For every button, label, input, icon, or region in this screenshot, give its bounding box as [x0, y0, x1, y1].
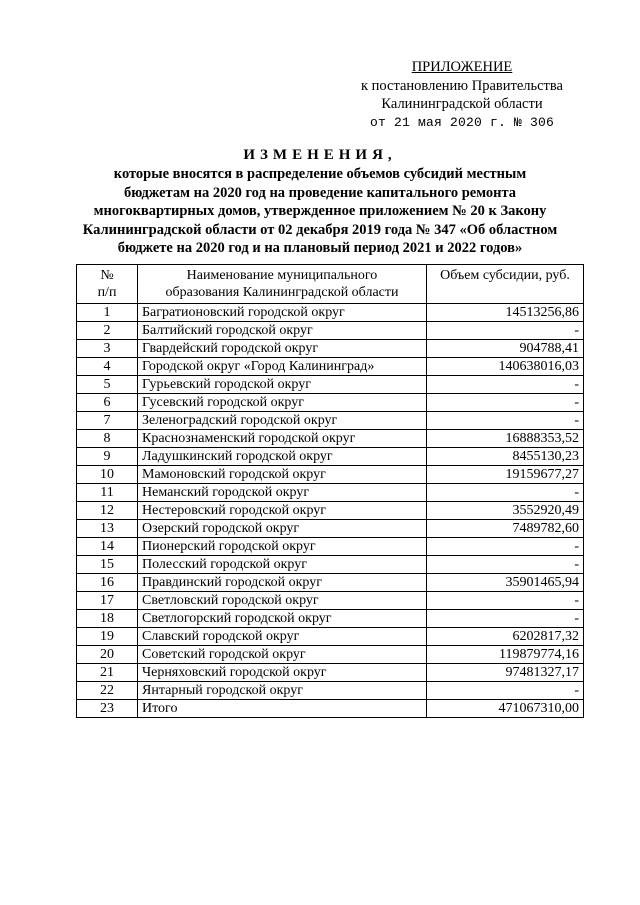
table-row: [77, 376, 584, 394]
document-subtitle-line: бюджете на 2020 год и на плановый период 2021 и 2022 годов»: [117, 240, 523, 256]
row-amount: -: [427, 682, 584, 700]
row-amount: 8455130,23: [427, 448, 584, 466]
document-heading: [50, 146, 590, 258]
table-row: [77, 412, 584, 430]
header-amount: Объем субсидии, руб.: [427, 265, 584, 304]
table-row: [77, 682, 584, 700]
row-amount: 35901465,94: [427, 574, 584, 592]
appendix-block: [352, 58, 572, 132]
table-row: [77, 466, 584, 484]
table-row: [77, 556, 584, 574]
row-amount: 3552920,49: [427, 502, 584, 520]
row-number: 13: [77, 520, 138, 538]
row-amount: 6202817,32: [427, 628, 584, 646]
table-row: [77, 304, 584, 322]
row-amount: -: [427, 322, 584, 340]
row-number: 21: [77, 664, 138, 682]
row-name: Гвардейский городской округ: [138, 340, 427, 358]
table-row: [77, 520, 584, 538]
row-name: Правдинский городской округ: [138, 574, 427, 592]
row-amount: -: [427, 556, 584, 574]
row-number: 20: [77, 646, 138, 664]
row-name: Советский городской округ: [138, 646, 427, 664]
row-name: Багратионовский городской округ: [138, 304, 427, 322]
document-title: ИЗМЕНЕНИЯ,: [243, 147, 397, 163]
table-header-row: [77, 265, 584, 304]
table-row: [77, 646, 584, 664]
row-name: Полесский городской округ: [138, 556, 427, 574]
row-amount: -: [427, 412, 584, 430]
table-row: [77, 430, 584, 448]
row-number: 23: [77, 700, 138, 718]
row-name: Черняховский городской округ: [138, 664, 427, 682]
row-name: Итого: [138, 700, 427, 718]
row-name: Славский городской округ: [138, 628, 427, 646]
row-amount: -: [427, 394, 584, 412]
row-name: Нестеровский городской округ: [138, 502, 427, 520]
subsidy-table: [76, 264, 584, 718]
row-amount: 904788,41: [427, 340, 584, 358]
row-number: 6: [77, 394, 138, 412]
table-row: [77, 628, 584, 646]
document-subtitle-line: многоквартирных домов, утвержденное приложением № 20 к Закону: [93, 203, 547, 219]
row-name: Гурьевский городской округ: [138, 376, 427, 394]
row-name: Балтийский городской округ: [138, 322, 427, 340]
document-subtitle-line: Калининградской области от 02 декабря 2019 года № 347 «Об областном: [82, 221, 558, 238]
header-name-line-2: образования Калининградской области: [165, 285, 399, 300]
appendix-line-1: к постановлению Правительства: [361, 77, 563, 94]
row-name: Озерский городской округ: [138, 520, 427, 538]
row-number: 16: [77, 574, 138, 592]
row-number: 5: [77, 376, 138, 394]
header-name-line-1: Наименование муниципального: [186, 268, 378, 283]
table-row: [77, 574, 584, 592]
table-row: [77, 700, 584, 718]
row-number: 12: [77, 502, 138, 520]
row-amount: 97481327,17: [427, 664, 584, 682]
row-number: 22: [77, 682, 138, 700]
row-amount: 140638016,03: [427, 358, 584, 376]
row-amount: -: [427, 592, 584, 610]
document-subtitle-line: которые вносятся в распределение объемов субсидий местным: [113, 166, 527, 182]
header-number-line-2: п/п: [97, 285, 117, 300]
row-number: 2: [77, 322, 138, 340]
appendix-date-line: от 21 мая 2020 г. № 306: [369, 114, 555, 130]
row-number: 1: [77, 304, 138, 322]
row-number: 4: [77, 358, 138, 376]
row-name: Светлогорский городской округ: [138, 610, 427, 628]
row-name: Мамоновский городской округ: [138, 466, 427, 484]
row-amount: 19159677,27: [427, 466, 584, 484]
table-row: [77, 664, 584, 682]
row-name: Янтарный городской округ: [138, 682, 427, 700]
appendix-title: ПРИЛОЖЕНИЕ: [411, 59, 513, 75]
table-row: [77, 502, 584, 520]
row-number: 3: [77, 340, 138, 358]
row-name: Гусевский городской округ: [138, 394, 427, 412]
table-row: [77, 322, 584, 340]
row-number: 19: [77, 628, 138, 646]
document-subtitle-line: бюджетам на 2020 год на проведение капитального ремонта: [123, 184, 517, 201]
row-name: Ладушкинский городской округ: [138, 448, 427, 466]
row-name: Пионерский городской округ: [138, 538, 427, 556]
row-name: Городской округ «Город Калининград»: [138, 358, 427, 376]
header-number: [77, 265, 138, 304]
row-number: 14: [77, 538, 138, 556]
table-row: [77, 484, 584, 502]
row-name: Зеленоградский городской округ: [138, 412, 427, 430]
row-number: 11: [77, 484, 138, 502]
row-amount: 7489782,60: [427, 520, 584, 538]
row-number: 8: [77, 430, 138, 448]
table-row: [77, 394, 584, 412]
header-name: [138, 265, 427, 304]
table-row: [77, 538, 584, 556]
row-amount: 471067310,00: [427, 700, 584, 718]
row-name: Светловский городской округ: [138, 592, 427, 610]
header-number-line-1: №: [100, 268, 114, 283]
row-number: 10: [77, 466, 138, 484]
row-amount: -: [427, 484, 584, 502]
row-amount: -: [427, 376, 584, 394]
row-amount: -: [427, 538, 584, 556]
row-number: 17: [77, 592, 138, 610]
row-name: Неманский городской округ: [138, 484, 427, 502]
table-row: [77, 448, 584, 466]
row-name: Краснознаменский городской округ: [138, 430, 427, 448]
row-amount: 14513256,86: [427, 304, 584, 322]
row-number: 7: [77, 412, 138, 430]
table-row: [77, 340, 584, 358]
table-row: [77, 358, 584, 376]
row-number: 15: [77, 556, 138, 574]
table-row: [77, 592, 584, 610]
table-body: [77, 304, 584, 718]
row-amount: -: [427, 610, 584, 628]
table-row: [77, 610, 584, 628]
row-amount: 16888353,52: [427, 430, 584, 448]
row-number: 18: [77, 610, 138, 628]
row-amount: 119879774,16: [427, 646, 584, 664]
row-number: 9: [77, 448, 138, 466]
appendix-line-2: Калининградской области: [381, 96, 543, 112]
